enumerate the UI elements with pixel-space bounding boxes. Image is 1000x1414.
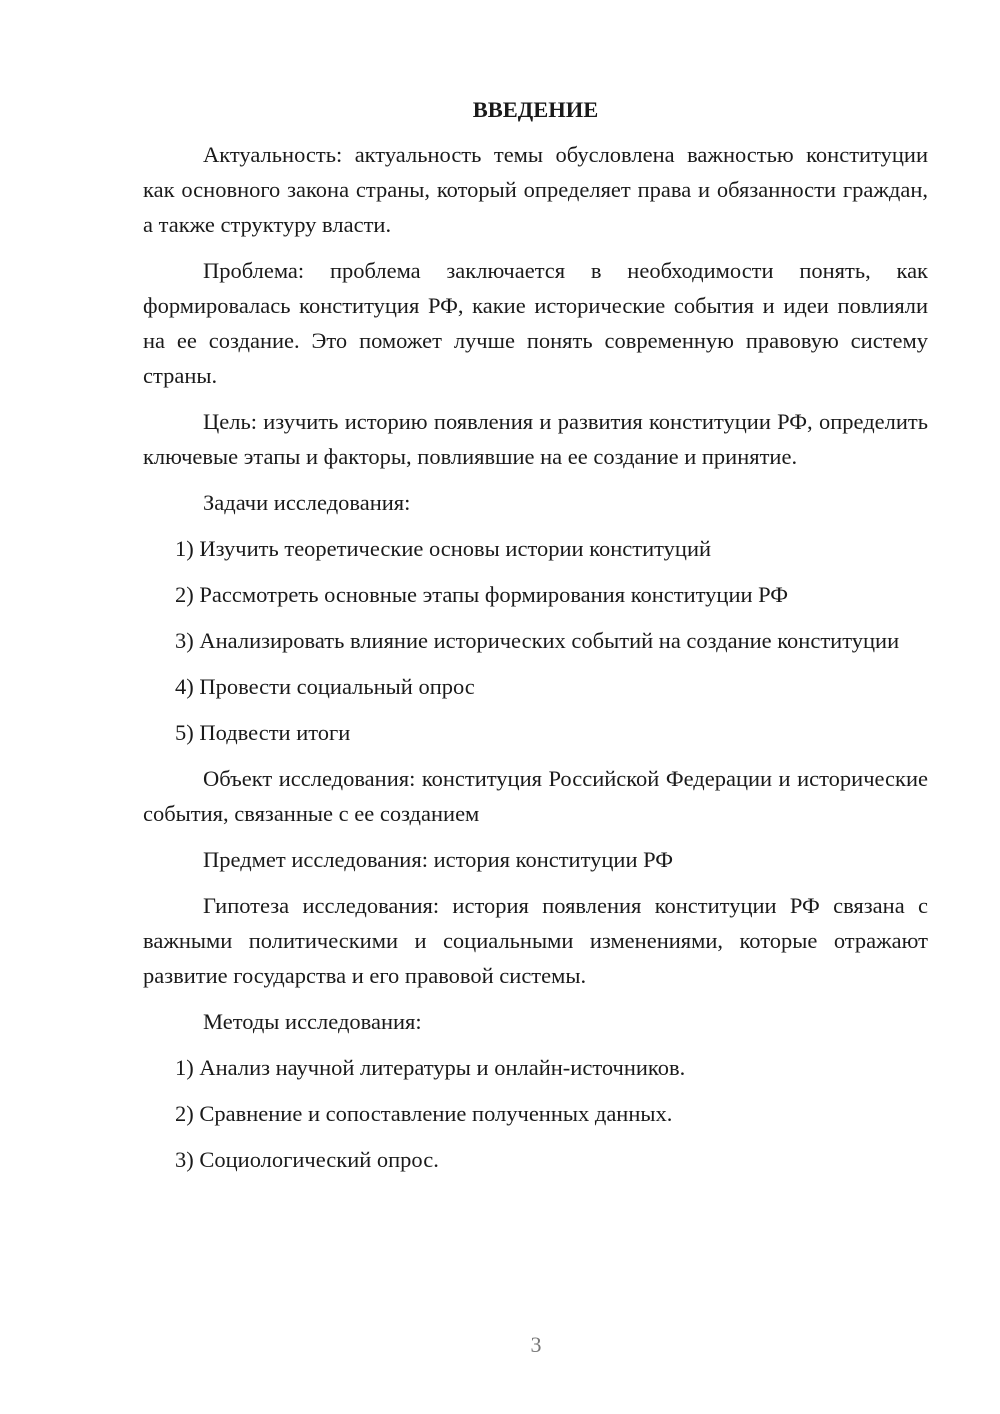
hypothesis-paragraph: Гипотеза исследования: история появления конституции РФ связана с важными политическими и социальными изменениями, которые отражают развитие государства и его правовой системы. xyxy=(143,893,928,988)
method-item: 1) Анализ научной литературы и онлайн-источников. xyxy=(175,1055,686,1080)
research-subject-paragraph: Предмет исследования: история конституции РФ xyxy=(203,847,674,872)
document-page xyxy=(143,92,928,1188)
research-object-paragraph: Объект исследования: конституция Российской Федерации и исторические события, связанные с ее созданием xyxy=(143,766,928,826)
task-item: 5) Подвести итоги xyxy=(175,720,351,745)
method-item: 2) Сравнение и сопоставление полученных данных. xyxy=(175,1101,673,1126)
goal-paragraph: Цель: изучить историю появления и развития конституции РФ, определить ключевые этапы и факторы, повлиявшие на ее создание и принятие. xyxy=(143,409,928,469)
task-item: 4) Провести социальный опрос xyxy=(175,674,475,699)
method-item: 3) Социологический опрос. xyxy=(175,1147,439,1172)
methods-title: Методы исследования: xyxy=(203,1009,422,1034)
task-item: 2) Рассмотреть основные этапы формирования конституции РФ xyxy=(175,582,789,607)
task-item: 3) Анализировать влияние исторических событий на создание конституции xyxy=(175,628,900,653)
tasks-title: Задачи исследования: xyxy=(203,490,411,515)
task-item: 1) Изучить теоретические основы истории конституций xyxy=(175,536,712,561)
problem-paragraph: Проблема: проблема заключается в необходимости понять, как формировалась конституция РФ, какие исторические события и идеи повлияли на ее создание. Это поможет лучше понять современную правовую систему страны. xyxy=(143,258,928,388)
relevance-paragraph: Актуальность: актуальность темы обусловлена важностью конституции как основного закона страны, который определяет права и обязанности граждан, а также структуру власти. xyxy=(143,142,928,237)
section-heading: ВВЕДЕНИЕ xyxy=(472,97,599,122)
page-number: 3 xyxy=(530,1332,542,1357)
